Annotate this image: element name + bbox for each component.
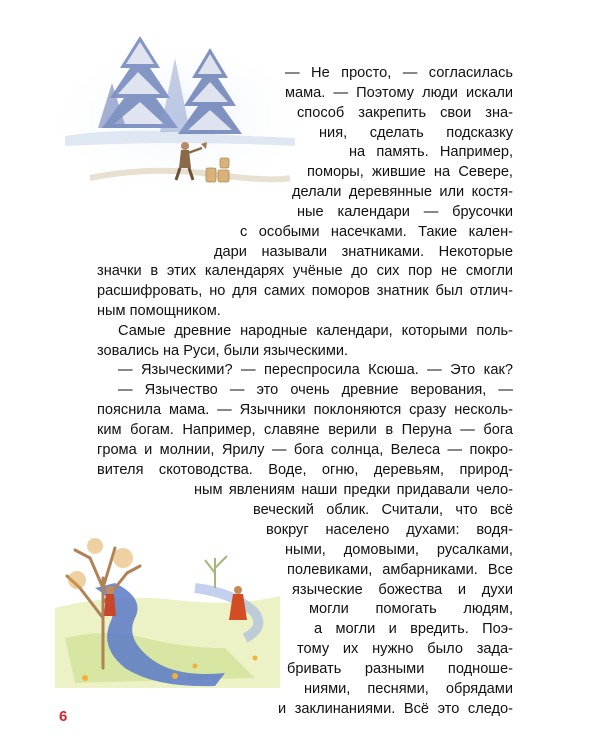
text-line: расшифровать, но для самих поморов знатник был отлич- — [97, 283, 513, 299]
text-line: Самые древние народные календари, которыми поль- — [118, 323, 513, 339]
text-line: поморы, жившие на Севере, — [307, 164, 513, 180]
text-line: языческие божества и духи — [292, 582, 513, 598]
text-line: ные календари — брусочки — [297, 204, 513, 220]
text-line: с особыми насечками. Такие кален- — [240, 224, 513, 240]
text-line: значки в этих календарях учёные до сих пор не смогли — [97, 263, 513, 279]
text-line: способ закрепить свои зна- — [297, 105, 513, 121]
text-line: грома и молнии, Ярилу — бога солнца, Велеса — покро- — [97, 442, 513, 458]
text-line: ным помощником. — [97, 303, 221, 319]
text-line: и заклинаниями. Всё это следо- — [278, 701, 513, 717]
text-line: мама. — Поэтому люди искали — [285, 85, 513, 101]
text-line: — Язычество — это очень древние верования, — — [118, 382, 513, 398]
text-line: делали деревянные или костя- — [292, 184, 513, 200]
text-line: вокруг населено духами: водя- — [266, 522, 513, 538]
spring-river-illustration — [55, 488, 280, 688]
text-line: а могли и вредить. Поэ- — [314, 621, 513, 637]
text-line: вителя скотоводства. Воде, огню, деревьям, природ- — [97, 462, 513, 478]
text-line: ными, домовыми, русалками, — [285, 542, 513, 558]
text-line: тому их нужно было зада- — [297, 641, 513, 657]
text-line: дари называли знатниками. Некоторые — [214, 244, 513, 260]
text-line: могли помогать людям, — [309, 601, 513, 617]
text-line: бривать разными подноше- — [287, 661, 513, 677]
text-line: ным явлениям наши предки придавали чело- — [194, 482, 513, 498]
text-line: ким богам. Например, славяне верили в Перуна — бога — [97, 422, 513, 438]
text-line: пояснила мама. — Язычники поклоняются сразу несколь- — [97, 402, 513, 418]
text-line: — Не просто, — согласилась — [285, 65, 513, 81]
right-figure — [229, 586, 247, 620]
text-line: полевиками, амбарниками. Все — [287, 562, 513, 578]
text-line: ниями, песнями, обрядами — [304, 681, 513, 697]
text-line: ния, сделать подсказку — [319, 125, 513, 141]
winter-forest-illustration — [60, 28, 300, 198]
text-line: на память. Например, — [349, 144, 513, 160]
text-line: веческий облик. Считали, что всё — [253, 502, 513, 518]
text-line: — Языческими? — переспросила Ксюша. — Это как? — [118, 362, 513, 378]
page-number: 6 — [59, 708, 68, 725]
text-line: зовались на Руси, были языческими. — [97, 343, 349, 359]
